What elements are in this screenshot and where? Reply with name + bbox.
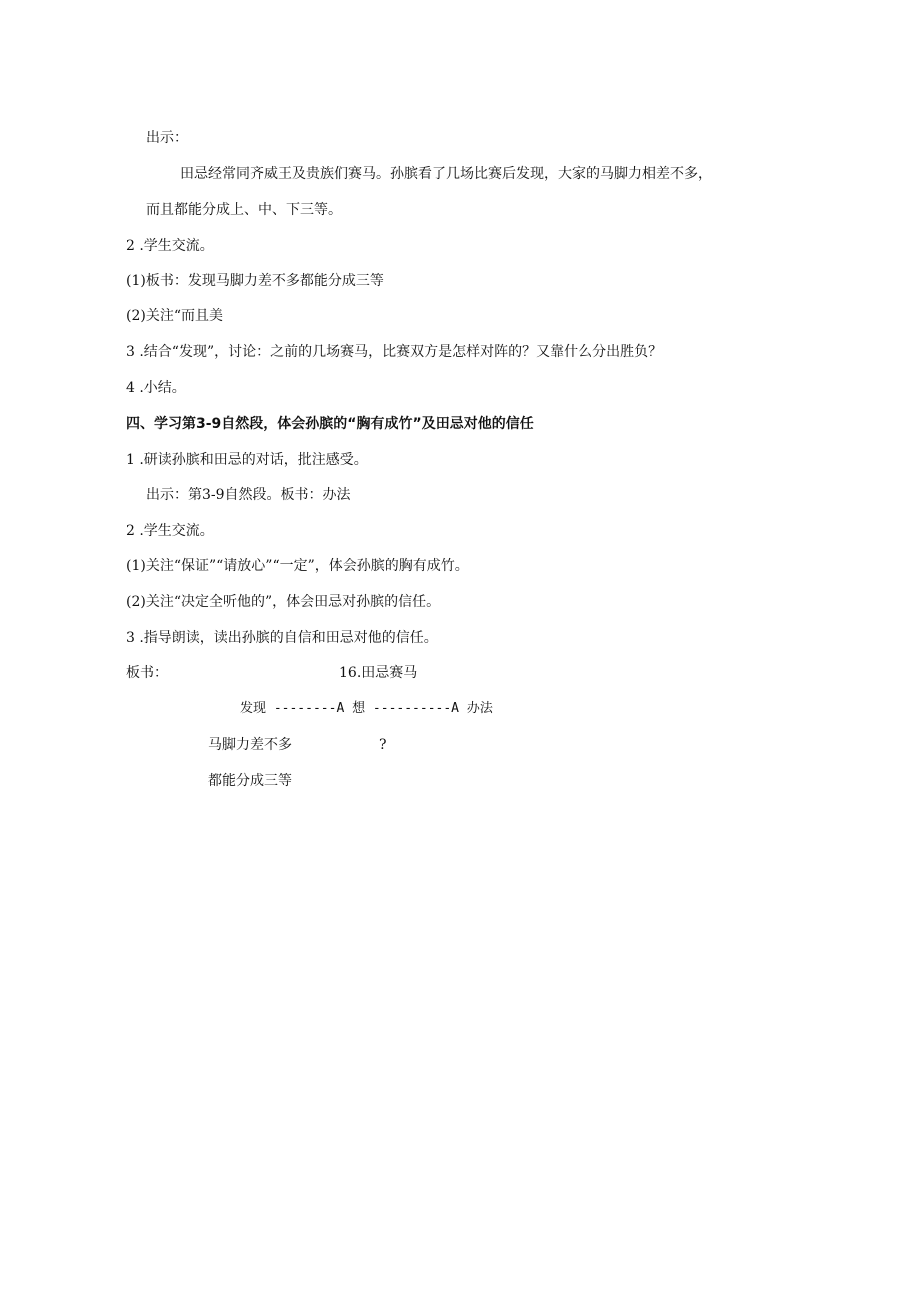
text-line-focus-1: (2)关注“而且美 [126,308,223,324]
text-line-step-3: 3 .结合“发现”，讨论：之前的几场赛马，比赛双方是怎样对阵的？又靠什么分出胜负？ [126,344,663,360]
text-line-step-1: 1 .研读孙膑和田忌的对话，批注感受。 [126,452,368,468]
text-line-step-2b: 2 .学生交流。 [126,523,214,539]
board-flow: 发现 --------A 想 ----------A 办法 [240,701,493,716]
board-row1-left: 马脚力差不多 [208,737,292,753]
text-line-focus-3: (2)关注“决定全听他的”，体会田忌对孙膑的信任。 [126,594,441,610]
text-line-show: 出示： [146,130,188,146]
text-line-step-4: 4 .小结。 [126,380,186,396]
text-line-step-3b: 3 .指导朗读，读出孙膑的自信和田忌对他的信任。 [126,630,438,646]
text-line-show-2: 出示：第3-9自然段。板书：办法 [146,487,351,503]
text-line-board-note-1: (1)板书：发现马脚力差不多都能分成三等 [126,273,384,289]
text-line-story-cont: 而且都能分成上、中、下三等。 [146,202,342,218]
text-line-step-2: 2 .学生交流。 [126,238,214,254]
board-row2-left: 都能分成三等 [208,773,292,789]
text-line-story: 田忌经常同齐威王及贵族们赛马。孙膑看了几场比赛后发现，大家的马脚力相差不多， [180,166,712,182]
board-label: 板书： [126,665,168,681]
text-line-focus-2: (1)关注“保证”“请放心”“一定”，体会孙膑的胸有成竹。 [126,558,469,574]
section-heading: 四、学习第3-9自然段，体会孙膑的“胸有成竹”及田忌对他的信任 [126,416,534,432]
board-row1-right: ? [379,737,387,753]
board-title: 16.田忌赛马 [339,665,418,681]
